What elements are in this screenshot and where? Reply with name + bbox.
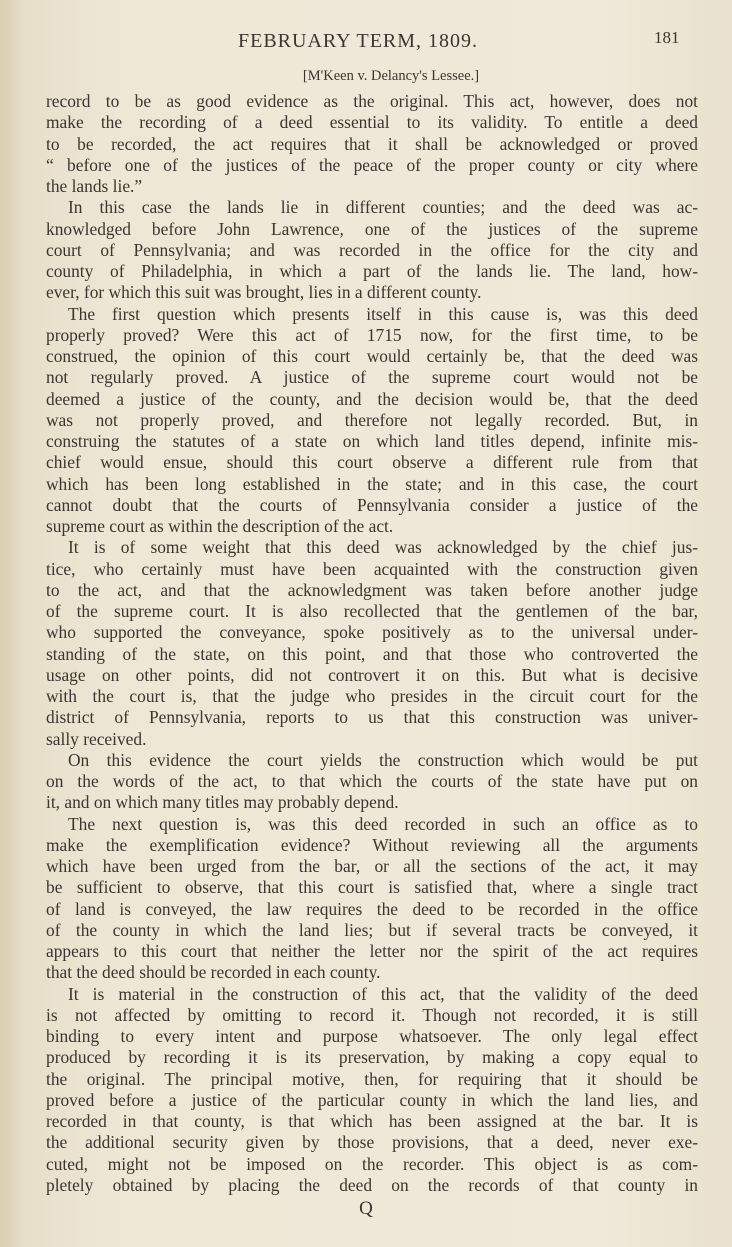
text-line: that the deed should be recorded in each county. xyxy=(46,962,381,983)
text-line: who supported the conveyance, spoke positively as to the universal under- xyxy=(46,622,698,643)
text-line: supreme court as within the description of the act. xyxy=(46,516,394,536)
text-line: knowledged before John Lawrence, one of the justices of the supreme xyxy=(46,218,698,239)
text-line: the original. The principal motive, then, for requiring that it should be xyxy=(46,1068,698,1089)
text-line: make the exemplification evidence? Without reviewing all the arguments xyxy=(46,834,698,855)
page-number: 181 xyxy=(654,28,680,47)
text-line: construing the statutes of a state on which land titles depend, infinite mis- xyxy=(46,431,698,451)
text-line: to the act, and that the acknowledgment was taken before another judge xyxy=(46,579,698,600)
text-line: recorded in that county, is that which has been assigned at the bar. It is xyxy=(46,1111,698,1131)
text-line: pletely obtained by placing the deed on the records of that county in xyxy=(46,1174,698,1195)
text-line: deemed a justice of the county, and the decision would be, that the deed xyxy=(46,388,698,409)
text-line: sally received. xyxy=(46,728,147,749)
text-line: “ before one of the justices of the peace of the proper county or city where xyxy=(46,154,698,175)
text-line: it, and on which many titles may probably depend. xyxy=(46,792,399,813)
text-line: chief would ensue, should this court observe a different rule from that xyxy=(46,452,698,473)
text-line: binding to every intent and purpose whatsoever. The only legal effect xyxy=(46,1026,698,1046)
text-line: make the recording of a deed essential to its validity. To entitle a deed xyxy=(46,112,698,133)
text-line: construed, the opinion of this court would certainly be, that the deed was xyxy=(46,346,698,366)
running-title: FEBRUARY TERM, 1809. xyxy=(238,30,479,52)
text-line: produced by recording it is its preservation, by making a copy equal to xyxy=(46,1047,698,1068)
text-line: not regularly proved. A justice of the supreme court would not be xyxy=(46,367,698,388)
text-line: which has been long established in the state; and in this case, the court xyxy=(46,473,698,494)
text-line: In this case the lands lie in different counties; and the deed was ac- xyxy=(68,197,698,218)
text-line: It is material in the construction of this act, that the validity of the deed xyxy=(68,983,698,1004)
body-text xyxy=(46,91,698,1196)
text-line: It is of some weight that this deed was acknowledged by the chief jus- xyxy=(68,537,698,558)
text-line: The next question is, was this deed recorded in such an office as to xyxy=(68,813,698,834)
case-title: [M'Keen v. Delancy's Lessee.] xyxy=(302,68,480,84)
text-line: to be recorded, the act requires that it shall be acknowledged or proved xyxy=(46,133,698,154)
text-line: standing of the state, on this point, and that those who controverted the xyxy=(46,643,698,664)
text-line: was not properly proved, and therefore not legally recorded. But, in xyxy=(46,409,698,430)
text-line: ever, for which this suit was brought, lies in a different county. xyxy=(46,282,482,303)
text-line: on the words of the act, to that which the courts of the state have put on xyxy=(46,771,698,791)
text-line: properly proved? Were this act of 1715 now, for the first time, to be xyxy=(46,324,698,345)
text-line: record to be as good evidence as the original. This act, however, does not xyxy=(46,91,698,111)
text-line: court of Pennsylvania; and was recorded in the office for the city and xyxy=(46,239,698,260)
text-line: cannot doubt that the courts of Pennsylvania consider a justice of the xyxy=(46,494,698,515)
text-line: proved before a justice of the particular county in which the land lies, and xyxy=(46,1089,698,1110)
text-line: On this evidence the court yields the construction which would be put xyxy=(68,749,698,770)
text-line: the lands lie.” xyxy=(46,176,143,196)
text-line: cuted, might not be imposed on the recorder. This object is as com- xyxy=(46,1153,698,1174)
text-line: county of Philadelphia, in which a part of the lands lie. The land, how- xyxy=(46,261,698,281)
text-line: is not affected by omitting to record it. Though not recorded, it is still xyxy=(46,1004,698,1025)
page-header xyxy=(0,24,732,54)
text-line: appears to this court that neither the letter nor the spirit of the act requires xyxy=(46,941,698,961)
text-line: district of Pennsylvania, reports to us that this construction was univer- xyxy=(46,707,698,728)
text-line: of the supreme court. It is also recollected that the gentlemen of the bar, xyxy=(46,601,698,621)
text-line: with the court is, that the judge who presides in the circuit court for the xyxy=(46,686,698,706)
text-line: of the county in which the land lies; but if several tracts be conveyed, it xyxy=(46,919,698,940)
text-line: tice, who certainly must have been acquainted with the construction given xyxy=(46,558,698,579)
signature-mark: Q xyxy=(359,1198,373,1219)
text-line: of land is conveyed, the law requires the deed to be recorded in the office xyxy=(46,898,698,919)
text-line: The first question which presents itself in this cause is, was this deed xyxy=(68,303,698,324)
text-line: be sufficient to observe, that this court is satisfied that, where a single tract xyxy=(46,877,698,898)
text-line: the additional security given by those provisions, that a deed, never exe- xyxy=(46,1132,698,1153)
text-line: which have been urged from the bar, or all the sections of the act, it may xyxy=(46,856,698,876)
text-line: usage on other points, did not controvert it on this. But what is decisive xyxy=(46,664,698,685)
